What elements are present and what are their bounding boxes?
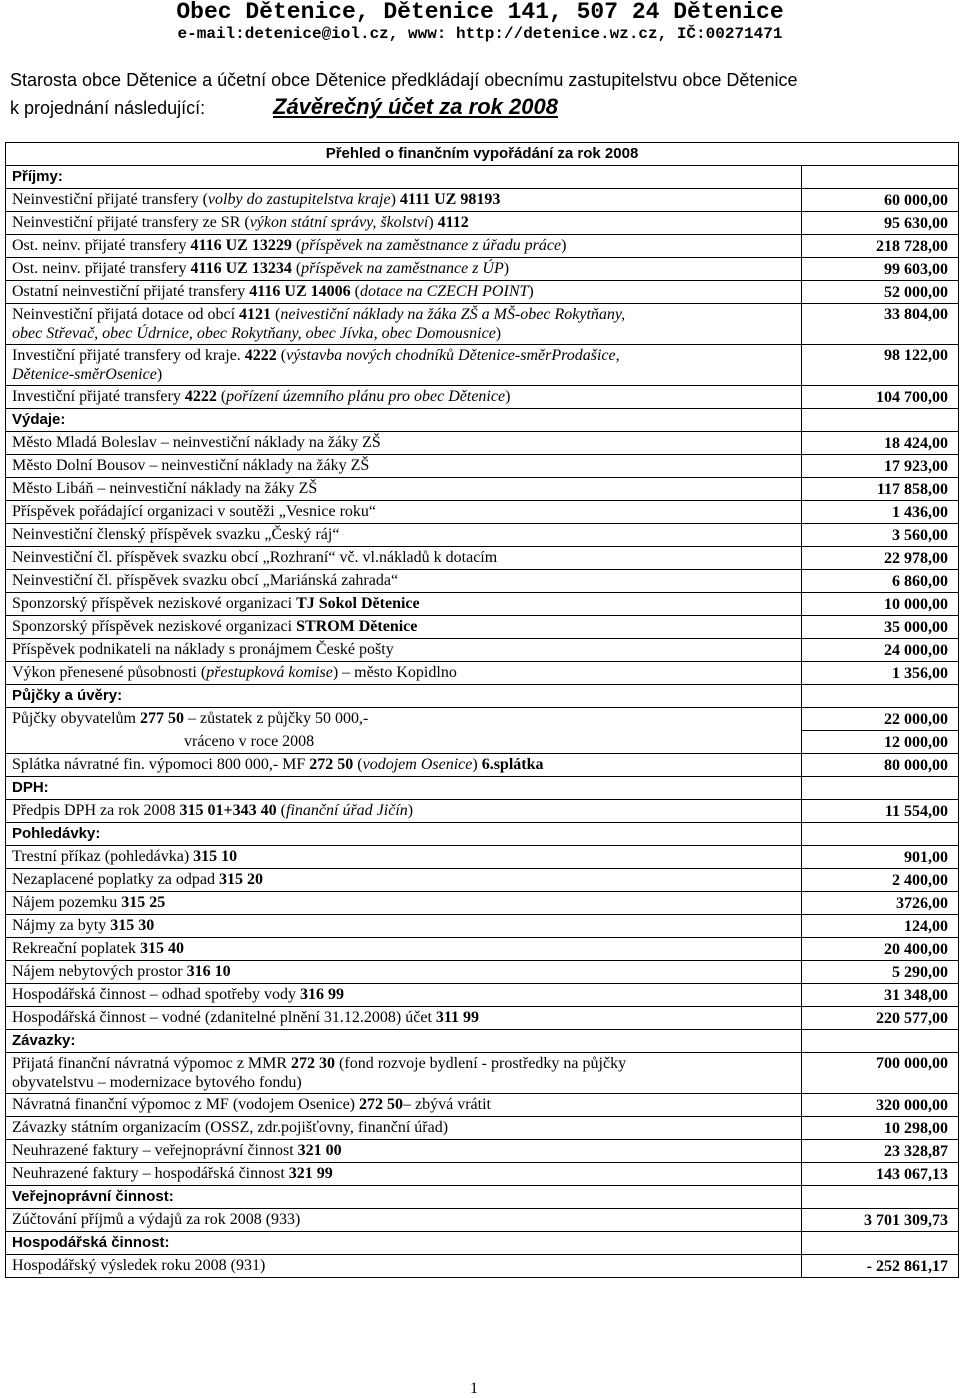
amount: 1 356,00 xyxy=(802,662,959,685)
page-number: 1 xyxy=(470,1380,478,1397)
header-contact: e-mail:detenice@iol.cz, www: http://detenice.wz.cz, IČ:00271471 xyxy=(177,25,783,43)
amount: 60 000,00 xyxy=(802,189,959,212)
amount: 1 436,00 xyxy=(802,501,959,524)
table-row: Sponzorský příspěvek neziskové organizaci TJ Sokol Dětenice 10 000,00 xyxy=(6,593,959,616)
table-row: Neinvestiční čl. příspěvek svazku obcí „Mariánská zahrada“ 6 860,00 xyxy=(6,570,959,593)
document-title: Závěrečný účet za rok 2008 xyxy=(273,94,558,119)
amount: 3 560,00 xyxy=(802,524,959,547)
amount: 6 860,00 xyxy=(802,570,959,593)
table-row: Nájem pozemku 315 25 3726,00 xyxy=(6,892,959,915)
amount: 3 701 309,73 xyxy=(802,1209,959,1232)
amount: 218 728,00 xyxy=(802,235,959,258)
amount: 3726,00 xyxy=(802,892,959,915)
table-row: Nájem nebytových prostor 316 10 5 290,00 xyxy=(6,961,959,984)
table-row: Ost. neinv. přijaté transfery 4116 UZ 13234 (příspěvek na zaměstnance z ÚP) 99 603,00 xyxy=(6,258,959,281)
table-row: Hospodářský výsledek roku 2008 (931) - 252 861,17 xyxy=(6,1255,959,1278)
amount: 143 067,13 xyxy=(802,1163,959,1186)
table-row: Neinvestiční přijatá dotace od obcí 4121 (neivestiční náklady na žáka ZŠ a MŠ-obec Rokytňany, obec Střevač, obec Údrnice, obec Rokytňany, obec Jívka, obec Domousnice) 33 804,00 xyxy=(6,304,959,345)
amount: 98 122,00 xyxy=(802,345,959,386)
table-row: Půjčky obyvatelům 277 50 – zůstatek z půjčky 50 000,- 22 000,00 xyxy=(6,708,959,731)
table-row: Trestní příkaz (pohledávka) 315 10 901,00 xyxy=(6,846,959,869)
amount: 320 000,00 xyxy=(802,1094,959,1117)
table-row: Hospodářská činnost – odhad spotřeby vody 316 99 31 348,00 xyxy=(6,984,959,1007)
table-row: Neuhrazené faktury – veřejnoprávní činnost 321 00 23 328,87 xyxy=(6,1140,959,1163)
table-row: Město Libáň – neinvestiční náklady na žáky ZŠ 117 858,00 xyxy=(6,478,959,501)
amount: 17 923,00 xyxy=(802,455,959,478)
overview-caption: Přehled o finančním vypořádání za rok 2008 xyxy=(6,143,959,166)
section-pujcky: Půjčky a úvěry: xyxy=(6,685,802,708)
table-row: Neinvestiční přijaté transfery (volby do zastupitelstva kraje) 4111 UZ 98193 60 000,00 xyxy=(6,189,959,212)
table-row: Neuhrazené faktury – hospodářská činnost 321 99 143 067,13 xyxy=(6,1163,959,1186)
table-row: Splátka návratné fin. výpomoci 800 000,- MF 272 50 (vodojem Osenice) 6.splátka 80 000,00 xyxy=(6,754,959,777)
amount: - 252 861,17 xyxy=(802,1255,959,1278)
table-row: Příspěvek pořádající organizaci v soutěži „Vesnice roku“ 1 436,00 xyxy=(6,501,959,524)
table-row: Město Mladá Boleslav – neinvestiční náklady na žáky ZŠ 18 424,00 xyxy=(6,432,959,455)
section-dph: DPH: xyxy=(6,777,802,800)
amount: 95 630,00 xyxy=(802,212,959,235)
amount: 10 298,00 xyxy=(802,1117,959,1140)
table-row: Neinvestiční přijaté transfery ze SR (výkon státní správy, školství) 4112 95 630,00 xyxy=(6,212,959,235)
table-row: Předpis DPH za rok 2008 315 01+343 40 (finanční úřad Jičín) 11 554,00 xyxy=(6,800,959,823)
amount: 901,00 xyxy=(802,846,959,869)
amount: 33 804,00 xyxy=(802,304,959,345)
financial-table xyxy=(5,142,959,1278)
amount: 124,00 xyxy=(802,915,959,938)
amount: 12 000,00 xyxy=(802,731,959,754)
amount: 22 978,00 xyxy=(802,547,959,570)
amount: 2 400,00 xyxy=(802,869,959,892)
amount: 104 700,00 xyxy=(802,386,959,409)
amount: 20 400,00 xyxy=(802,938,959,961)
amount: 24 000,00 xyxy=(802,639,959,662)
amount: 11 554,00 xyxy=(802,800,959,823)
section-zavazky: Závazky: xyxy=(6,1030,802,1053)
table-row: Závazky státním organizacím (OSSZ, zdr.pojišťovny, finanční úřad) 10 298,00 xyxy=(6,1117,959,1140)
table-row: Rekreační poplatek 315 40 20 400,00 xyxy=(6,938,959,961)
table-row: Investiční přijaté transfery 4222 (pořízení územního plánu pro obec Dětenice) 104 700,00 xyxy=(6,386,959,409)
table-row: Hospodářská činnost – vodné (zdanitelné plnění 31.12.2008) účet 311 99 220 577,00 xyxy=(6,1007,959,1030)
table-row: Sponzorský příspěvek neziskové organizaci STROM Dětenice 35 000,00 xyxy=(6,616,959,639)
header-title: Obec Dětenice, Dětenice 141, 507 24 Dětenice xyxy=(176,0,784,25)
table-row: Město Dolní Bousov – neinvestiční náklady na žáky ZŠ 17 923,00 xyxy=(6,455,959,478)
amount: 117 858,00 xyxy=(802,478,959,501)
section-prijmy: Příjmy: xyxy=(6,166,802,189)
section-pohledavky: Pohledávky: xyxy=(6,823,802,846)
intro-line-2: k projednání následující: xyxy=(10,98,206,118)
amount: 52 000,00 xyxy=(802,281,959,304)
table-row: Přijatá finanční návratná výpomoc z MMR 272 30 (fond rozvoje bydlení - prostředky na půjčky obyvatelstvu – modernizace bytového fondu) 700 000,00 xyxy=(6,1053,959,1094)
amount: 35 000,00 xyxy=(802,616,959,639)
amount: 31 348,00 xyxy=(802,984,959,1007)
table-row: Neinvestiční členský příspěvek svazku „Český ráj“ 3 560,00 xyxy=(6,524,959,547)
section-hospodarska: Hospodářská činnost: xyxy=(6,1232,802,1255)
amount: 220 577,00 xyxy=(802,1007,959,1030)
amount: 80 000,00 xyxy=(802,754,959,777)
table-row: Zúčtování příjmů a výdajů za rok 2008 (933) 3 701 309,73 xyxy=(6,1209,959,1232)
table-row: Výkon přenesené působnosti (přestupková komise) – město Kopidlno 1 356,00 xyxy=(6,662,959,685)
amount: 23 328,87 xyxy=(802,1140,959,1163)
section-verejnopravni: Veřejnoprávní činnost: xyxy=(6,1186,802,1209)
amount: 5 290,00 xyxy=(802,961,959,984)
table-row: Nezaplacené poplatky za odpad 315 20 2 400,00 xyxy=(6,869,959,892)
amount: 700 000,00 xyxy=(802,1053,959,1094)
amount: 22 000,00 xyxy=(802,708,959,731)
table-row: Nájmy za byty 315 30 124,00 xyxy=(6,915,959,938)
table-row: Investiční přijaté transfery od kraje. 4222 (výstavba nových chodníků Dětenice-směrProdašice, Dětenice-směrOsenice) 98 122,00 xyxy=(6,345,959,386)
amount: 18 424,00 xyxy=(802,432,959,455)
table-row: Ost. neinv. přijaté transfery 4116 UZ 13229 (příspěvek na zaměstnance z úřadu práce) 218 728,00 xyxy=(6,235,959,258)
intro-line-1: Starosta obce Dětenice a účetní obce Dětenice předkládají obecnímu zastupitelstvu obce Dětenice xyxy=(10,70,798,90)
table-row: Ostatní neinvestiční přijaté transfery 4116 UZ 14006 (dotace na CZECH POINT) 52 000,00 xyxy=(6,281,959,304)
amount: 99 603,00 xyxy=(802,258,959,281)
section-vydaje: Výdaje: xyxy=(6,409,802,432)
table-row: Příspěvek podnikateli na náklady s pronájmem České pošty 24 000,00 xyxy=(6,639,959,662)
table-row: Neinvestiční čl. příspěvek svazku obcí „Rozhraní“ vč. vl.nákladů k dotacím 22 978,00 xyxy=(6,547,959,570)
table-row: vráceno v roce 2008 12 000,00 xyxy=(6,731,959,754)
table-row: Návratná finanční výpomoc z MF (vodojem Osenice) 272 50– zbývá vrátit 320 000,00 xyxy=(6,1094,959,1117)
amount: 10 000,00 xyxy=(802,593,959,616)
